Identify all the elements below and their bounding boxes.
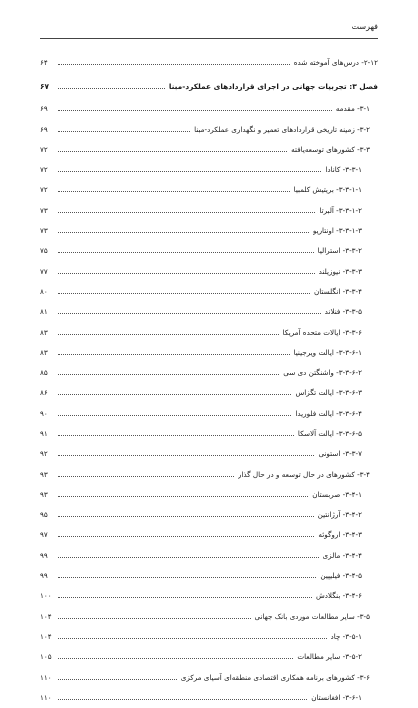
toc-entry[interactable] xyxy=(40,464,378,484)
toc-entry-page-number: ۶۷ xyxy=(40,81,50,91)
toc-entry-page-number: ۱۰۵ xyxy=(40,652,52,662)
dot-leader xyxy=(58,232,309,233)
toc-entry-title: ۳-۴-۵- فیلیپین xyxy=(320,571,362,581)
toc-entry-page-number: ۹۵ xyxy=(40,510,48,520)
toc-entry-title: ۳-۳-۵- فنلاند xyxy=(324,307,362,317)
toc-entry-title: ۳-۵-۲- سایر مطالعات xyxy=(297,652,362,662)
page-header: فهرست xyxy=(351,22,378,31)
toc-entry[interactable] xyxy=(40,119,378,139)
toc-entry[interactable] xyxy=(40,525,378,545)
toc-entry-page-number: ۸۱ xyxy=(40,307,48,317)
toc-entry[interactable] xyxy=(40,322,378,342)
toc-entry-title: ۳-۳-۶- ایالات متحده آمریکا xyxy=(282,327,362,337)
dot-leader xyxy=(58,557,319,558)
toc-entry-title: ۳-۱- مقدمه xyxy=(335,104,370,114)
toc-entry-title: ۳-۳-۱- کانادا xyxy=(325,165,362,175)
toc-entry-page-number: ۸۳ xyxy=(40,347,48,357)
toc-entry-title: ۳-۳- کشورهای توسعه‌یافته xyxy=(291,144,370,154)
toc-entry[interactable] xyxy=(40,505,378,525)
toc-entry-page-number: ۹۳ xyxy=(40,469,48,479)
toc-entry-title: ۳-۳-۱-۳- اونتاریو xyxy=(312,226,362,236)
toc-entry[interactable] xyxy=(40,261,378,281)
dot-leader xyxy=(58,64,290,65)
toc-entry-title: ۳-۳-۶-۲- واشنگتن دی سی xyxy=(283,368,362,378)
toc-entry-title: ۳-۳-۴- انگلستان xyxy=(313,286,362,296)
toc-entry[interactable] xyxy=(40,220,378,240)
toc-entry[interactable] xyxy=(40,586,378,606)
toc-entry[interactable] xyxy=(40,159,378,179)
dot-leader xyxy=(58,374,279,375)
toc-entry-page-number: ۹۲ xyxy=(40,449,48,459)
toc-entry-title: ۳-۳-۱-۲- آلبرتا xyxy=(319,205,362,215)
table-of-contents xyxy=(40,52,378,708)
dot-leader xyxy=(58,293,310,294)
dot-leader xyxy=(58,476,234,477)
toc-entry-page-number: ۸۶ xyxy=(40,388,48,398)
dot-leader xyxy=(58,394,291,395)
toc-entry[interactable] xyxy=(40,383,378,403)
toc-entry-page-number: ۸۳ xyxy=(40,327,48,337)
toc-entry-page-number: ۹۱ xyxy=(40,428,48,438)
toc-entry[interactable] xyxy=(40,362,378,382)
toc-entry[interactable] xyxy=(40,302,378,322)
toc-entry-page-number: ۷۳ xyxy=(40,205,48,215)
toc-entry-title: ۳-۴-۴- مالزی xyxy=(322,550,362,560)
toc-entry-page-number: ۹۷ xyxy=(40,530,48,540)
toc-entry-page-number: ۷۵ xyxy=(40,246,48,256)
toc-entry-title: فصل ۳: تجربیات جهانی در اجرای قراردادهای عملکرد-مبنا xyxy=(168,81,378,91)
dot-leader xyxy=(58,577,316,578)
toc-entry[interactable] xyxy=(40,200,378,220)
toc-entry-title: ۳-۴- کشورهای در حال توسعه و در حال گذار xyxy=(237,469,370,479)
toc-entry[interactable] xyxy=(40,484,378,504)
toc-entry[interactable] xyxy=(40,281,378,301)
toc-entry-page-number: ۱۰۰ xyxy=(40,591,52,601)
dot-leader xyxy=(58,597,312,598)
dot-leader xyxy=(58,618,251,619)
toc-entry-page-number: ۱۰۴ xyxy=(40,631,52,641)
toc-entry-page-number: ۷۳ xyxy=(40,226,48,236)
dot-leader xyxy=(58,415,291,416)
toc-entry-title: ۳-۳-۱-۱- بریتیش کلمبیا xyxy=(293,185,362,195)
toc-entry-page-number: ۶۹ xyxy=(40,124,48,134)
toc-entry[interactable] xyxy=(40,403,378,423)
toc-entry[interactable] xyxy=(40,687,378,707)
toc-entry-page-number: ۹۳ xyxy=(40,489,48,499)
toc-entry[interactable] xyxy=(40,342,378,362)
toc-entry-title: ۳-۴-۳- اروگوئه xyxy=(318,530,362,540)
toc-entry-page-number: ۹۹ xyxy=(40,571,48,581)
toc-entry-page-number: ۷۲ xyxy=(40,185,48,195)
toc-entry-title: ۳-۳-۶-۴- ایالت فلوریدا xyxy=(295,408,362,418)
toc-entry[interactable] xyxy=(40,241,378,261)
dot-leader xyxy=(58,151,287,152)
toc-entry-page-number: ۷۲ xyxy=(40,165,48,175)
toc-entry-page-number: ۸۵ xyxy=(40,368,48,378)
toc-entry-title: ۳-۶- کشورهای برنامه همکاری اقتصادی منطقه‌ای آسیای مرکزی xyxy=(180,672,370,682)
toc-entry-page-number: ۱۱۰ xyxy=(40,692,52,702)
toc-entry[interactable] xyxy=(40,52,378,72)
dot-leader xyxy=(58,131,190,132)
dot-leader xyxy=(58,354,290,355)
dot-leader xyxy=(58,313,321,314)
toc-entry-page-number: ۶۹ xyxy=(40,104,48,114)
dot-leader xyxy=(58,273,315,274)
toc-entry[interactable] xyxy=(40,423,378,443)
toc-entry[interactable] xyxy=(40,76,378,96)
toc-entry-page-number: ۹۰ xyxy=(40,408,48,418)
toc-entry[interactable] xyxy=(40,545,378,565)
dot-leader xyxy=(58,110,332,111)
toc-entry-title: ۳-۴-۶- بنگلادش xyxy=(315,591,362,601)
header-rule xyxy=(40,38,378,39)
dot-leader xyxy=(58,455,314,456)
toc-entry[interactable] xyxy=(40,565,378,585)
dot-leader xyxy=(58,252,314,253)
toc-entry-title: ۳-۲- زمینه تاریخی قراردادهای تعمیر و نگهداری عملکرد-مبنا xyxy=(194,124,370,134)
toc-entry-title: ۳-۳-۶-۵- ایالت آلاسکا xyxy=(297,428,362,438)
toc-entry-page-number: ۸۰ xyxy=(40,286,48,296)
dot-leader xyxy=(58,191,290,192)
dot-leader xyxy=(58,658,293,659)
dot-leader xyxy=(58,699,307,700)
dot-leader xyxy=(58,496,308,497)
toc-entry-title: ۳-۳-۳- نیوزیلند xyxy=(318,266,362,276)
toc-entry-title: ۳-۳-۶-۱- ایالت ویرجینیا xyxy=(293,347,362,357)
dot-leader xyxy=(58,536,314,537)
toc-entry-title: ۳-۳-۷- استونی xyxy=(318,449,362,459)
toc-entry-title: ۳-۶-۱- افغانستان xyxy=(311,692,362,702)
toc-entry-title: ۲-۱۲- درس‌های آموخته شده xyxy=(293,57,378,67)
toc-entry[interactable] xyxy=(40,667,378,687)
toc-entry-title: ۳-۵- سایر مطالعات موردی بانک جهانی xyxy=(254,611,370,621)
toc-entry-title: ۳-۵-۱- چاد xyxy=(330,631,362,641)
toc-entry-page-number: ۷۲ xyxy=(40,144,48,154)
toc-entry-page-number: ۱۱۰ xyxy=(40,672,52,682)
toc-entry-title: ۳-۳-۲- استرالیا xyxy=(317,246,362,256)
dot-leader xyxy=(58,88,165,89)
toc-entry[interactable] xyxy=(40,99,378,119)
toc-entry-page-number: ۹۹ xyxy=(40,550,48,560)
dot-leader xyxy=(58,516,314,517)
dot-leader xyxy=(58,435,294,436)
dot-leader xyxy=(58,679,177,680)
dot-leader xyxy=(58,212,315,213)
toc-entry-page-number: ۱۰۴ xyxy=(40,611,52,621)
toc-entry[interactable] xyxy=(40,444,378,464)
toc-entry[interactable] xyxy=(40,139,378,159)
dot-leader xyxy=(58,638,327,639)
toc-entry[interactable] xyxy=(40,180,378,200)
toc-entry-title: ۳-۴-۱- صربستان xyxy=(312,489,362,499)
toc-entry-title: ۳-۳-۶-۳- ایالت تگزاس xyxy=(295,388,362,398)
toc-entry[interactable] xyxy=(40,626,378,646)
toc-entry[interactable] xyxy=(40,647,378,667)
dot-leader xyxy=(58,334,279,335)
dot-leader xyxy=(58,171,321,172)
toc-entry[interactable] xyxy=(40,606,378,626)
toc-entry-page-number: ۶۴ xyxy=(40,57,48,67)
toc-entry-page-number: ۷۷ xyxy=(40,266,48,276)
toc-entry-title: ۳-۴-۲- آرژانتین xyxy=(317,510,362,520)
